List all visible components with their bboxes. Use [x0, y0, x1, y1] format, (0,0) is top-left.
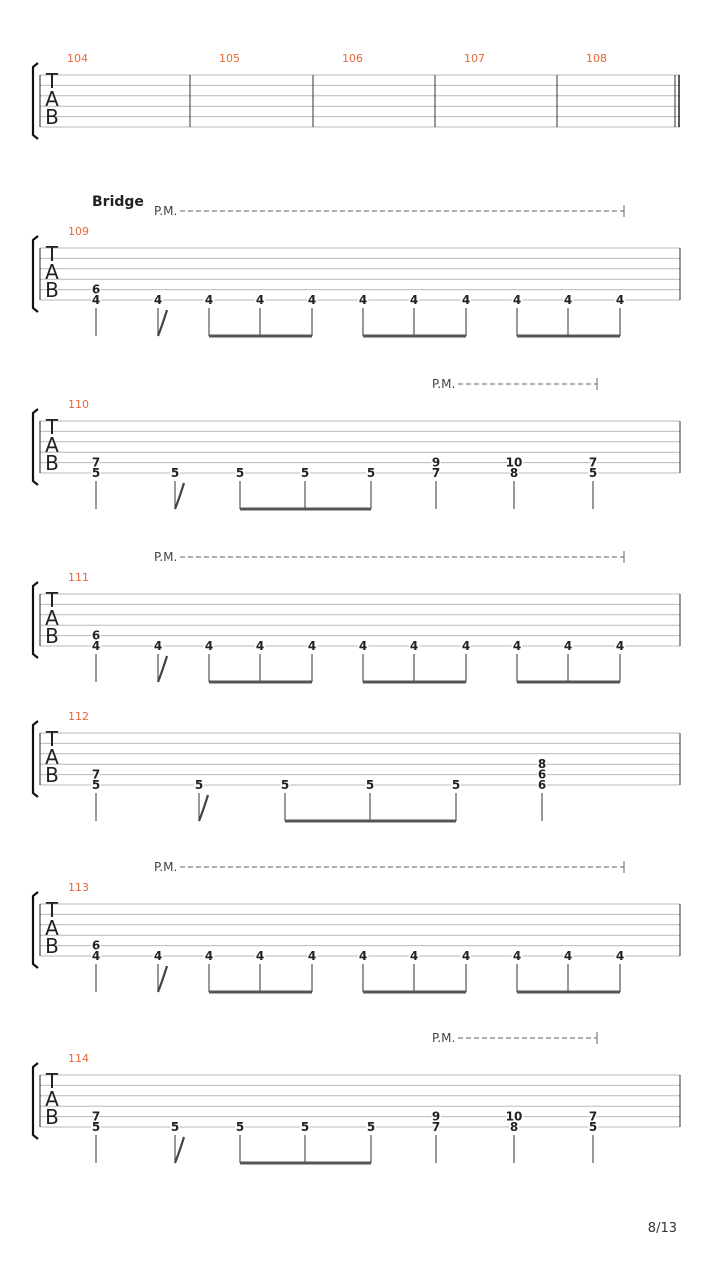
fret-number: 5 [194, 778, 204, 792]
tab-clef-letter: B [45, 624, 59, 648]
tab-clef-letter: T [45, 69, 59, 93]
fret-number: 4 [512, 639, 522, 653]
system-bracket [33, 409, 38, 485]
fret-number: 4 [461, 293, 471, 307]
fret-number: 4 [512, 949, 522, 963]
fret-number: 9 [431, 455, 441, 470]
tab-system [33, 710, 680, 821]
tab-system [33, 550, 680, 682]
fret-number: 4 [615, 293, 625, 307]
tab-clef-letter: A [45, 433, 59, 457]
fret-number: 4 [563, 949, 573, 963]
page-number: 8/13 [647, 1221, 677, 1236]
fret-number: 4 [91, 293, 101, 307]
measure-number: 112 [68, 710, 89, 723]
tab-system [33, 52, 680, 139]
palm-mute-label: P.M. [432, 377, 456, 391]
fret-number: 4 [409, 293, 419, 307]
fret-number: 7 [588, 455, 598, 470]
fret-number: 4 [255, 293, 265, 307]
note-flag [158, 656, 167, 682]
tab-clef-letter: A [45, 260, 59, 284]
fret-number: 7 [91, 767, 101, 782]
system-bracket [33, 236, 38, 312]
fret-number: 5 [91, 1120, 101, 1134]
fret-number: 4 [307, 293, 317, 307]
tab-clef-letter: B [45, 105, 59, 129]
tab-clef-letter: T [45, 242, 59, 266]
fret-number: 5 [300, 1120, 310, 1134]
measure-number: 106 [342, 52, 363, 65]
palm-mute-label: P.M. [154, 204, 178, 218]
fret-number: 4 [204, 293, 214, 307]
fret-number: 5 [170, 466, 180, 480]
fret-number: 5 [366, 1120, 376, 1134]
fret-number: 5 [280, 778, 290, 792]
fret-number: 6 [537, 767, 547, 782]
measure-number: 109 [68, 225, 89, 238]
fret-number: 4 [255, 949, 265, 963]
system-bracket [33, 1063, 38, 1139]
fret-number: 5 [588, 466, 598, 480]
fret-number: 4 [615, 949, 625, 963]
tab-clef-letter: B [45, 763, 59, 787]
measure-number: 111 [68, 571, 89, 584]
palm-mute-label: P.M. [432, 1031, 456, 1045]
fret-number: 4 [307, 949, 317, 963]
fret-number: 4 [358, 949, 368, 963]
fret-number: 8 [537, 757, 547, 772]
note-flag [158, 966, 167, 992]
fret-number: 4 [358, 639, 368, 653]
note-flag [199, 795, 208, 821]
tab-clef-letter: T [45, 415, 59, 439]
fret-number: 5 [365, 778, 375, 792]
fret-number: 6 [537, 778, 547, 792]
measure-number: 104 [67, 52, 88, 65]
tab-system [33, 860, 680, 992]
tab-system [33, 377, 680, 509]
system-bracket [33, 892, 38, 968]
fret-number: 5 [366, 466, 376, 480]
fret-number: 7 [588, 1109, 598, 1124]
fret-number: 6 [91, 628, 101, 643]
tab-clef-letter: B [45, 451, 59, 475]
tab-clef-letter: T [45, 1069, 59, 1093]
tab-clef-letter: A [45, 1087, 59, 1111]
fret-number: 7 [431, 1120, 441, 1134]
fret-number: 4 [563, 639, 573, 653]
measure-number: 110 [68, 398, 89, 411]
palm-mute-label: P.M. [154, 860, 178, 874]
fret-number: 5 [91, 778, 101, 792]
fret-number: 10 [505, 455, 523, 470]
fret-number: 9 [431, 1109, 441, 1124]
tab-clef-letter: A [45, 87, 59, 111]
fret-number: 10 [505, 1109, 523, 1124]
fret-number: 4 [461, 639, 471, 653]
fret-number: 4 [153, 949, 163, 963]
fret-number: 4 [563, 293, 573, 307]
fret-number: 5 [235, 1120, 245, 1134]
tab-clef-letter: A [45, 745, 59, 769]
fret-number: 4 [153, 293, 163, 307]
tab-clef-letter: T [45, 898, 59, 922]
fret-number: 7 [91, 455, 101, 470]
tab-clef-letter: A [45, 606, 59, 630]
system-bracket [33, 63, 38, 139]
tab-clef-letter: T [45, 588, 59, 612]
fret-number: 4 [91, 949, 101, 963]
fret-number: 5 [451, 778, 461, 792]
tab-clef-letter: B [45, 278, 59, 302]
fret-number: 4 [204, 639, 214, 653]
section-label: Bridge [92, 194, 144, 210]
fret-number: 6 [91, 282, 101, 297]
fret-number: 7 [91, 1109, 101, 1124]
fret-number: 5 [588, 1120, 598, 1134]
fret-number: 4 [461, 949, 471, 963]
fret-number: 4 [358, 293, 368, 307]
fret-number: 7 [431, 466, 441, 480]
note-flag [158, 310, 167, 336]
fret-number: 6 [91, 938, 101, 953]
measure-number: 105 [219, 52, 240, 65]
fret-number: 5 [300, 466, 310, 480]
fret-number: 5 [235, 466, 245, 480]
tab-system [33, 1031, 680, 1163]
measure-number: 107 [464, 52, 485, 65]
measure-number: 114 [68, 1052, 89, 1065]
system-bracket [33, 582, 38, 658]
fret-number: 4 [153, 639, 163, 653]
system-bracket [33, 721, 38, 797]
fret-number: 4 [204, 949, 214, 963]
tab-clef-letter: B [45, 1105, 59, 1129]
fret-number: 5 [170, 1120, 180, 1134]
fret-number: 4 [307, 639, 317, 653]
tab-system [33, 194, 680, 336]
fret-number: 8 [509, 466, 519, 480]
fret-number: 5 [91, 466, 101, 480]
tab-clef-letter: A [45, 916, 59, 940]
tab-clef-letter: T [45, 727, 59, 751]
fret-number: 4 [91, 639, 101, 653]
palm-mute-label: P.M. [154, 550, 178, 564]
fret-number: 4 [409, 949, 419, 963]
fret-number: 4 [615, 639, 625, 653]
tab-clef-letter: B [45, 934, 59, 958]
note-flag [175, 1137, 184, 1163]
note-flag [175, 483, 184, 509]
measure-number: 108 [586, 52, 607, 65]
fret-number: 8 [509, 1120, 519, 1134]
fret-number: 4 [409, 639, 419, 653]
fret-number: 4 [255, 639, 265, 653]
fret-number: 4 [512, 293, 522, 307]
measure-number: 113 [68, 881, 89, 894]
